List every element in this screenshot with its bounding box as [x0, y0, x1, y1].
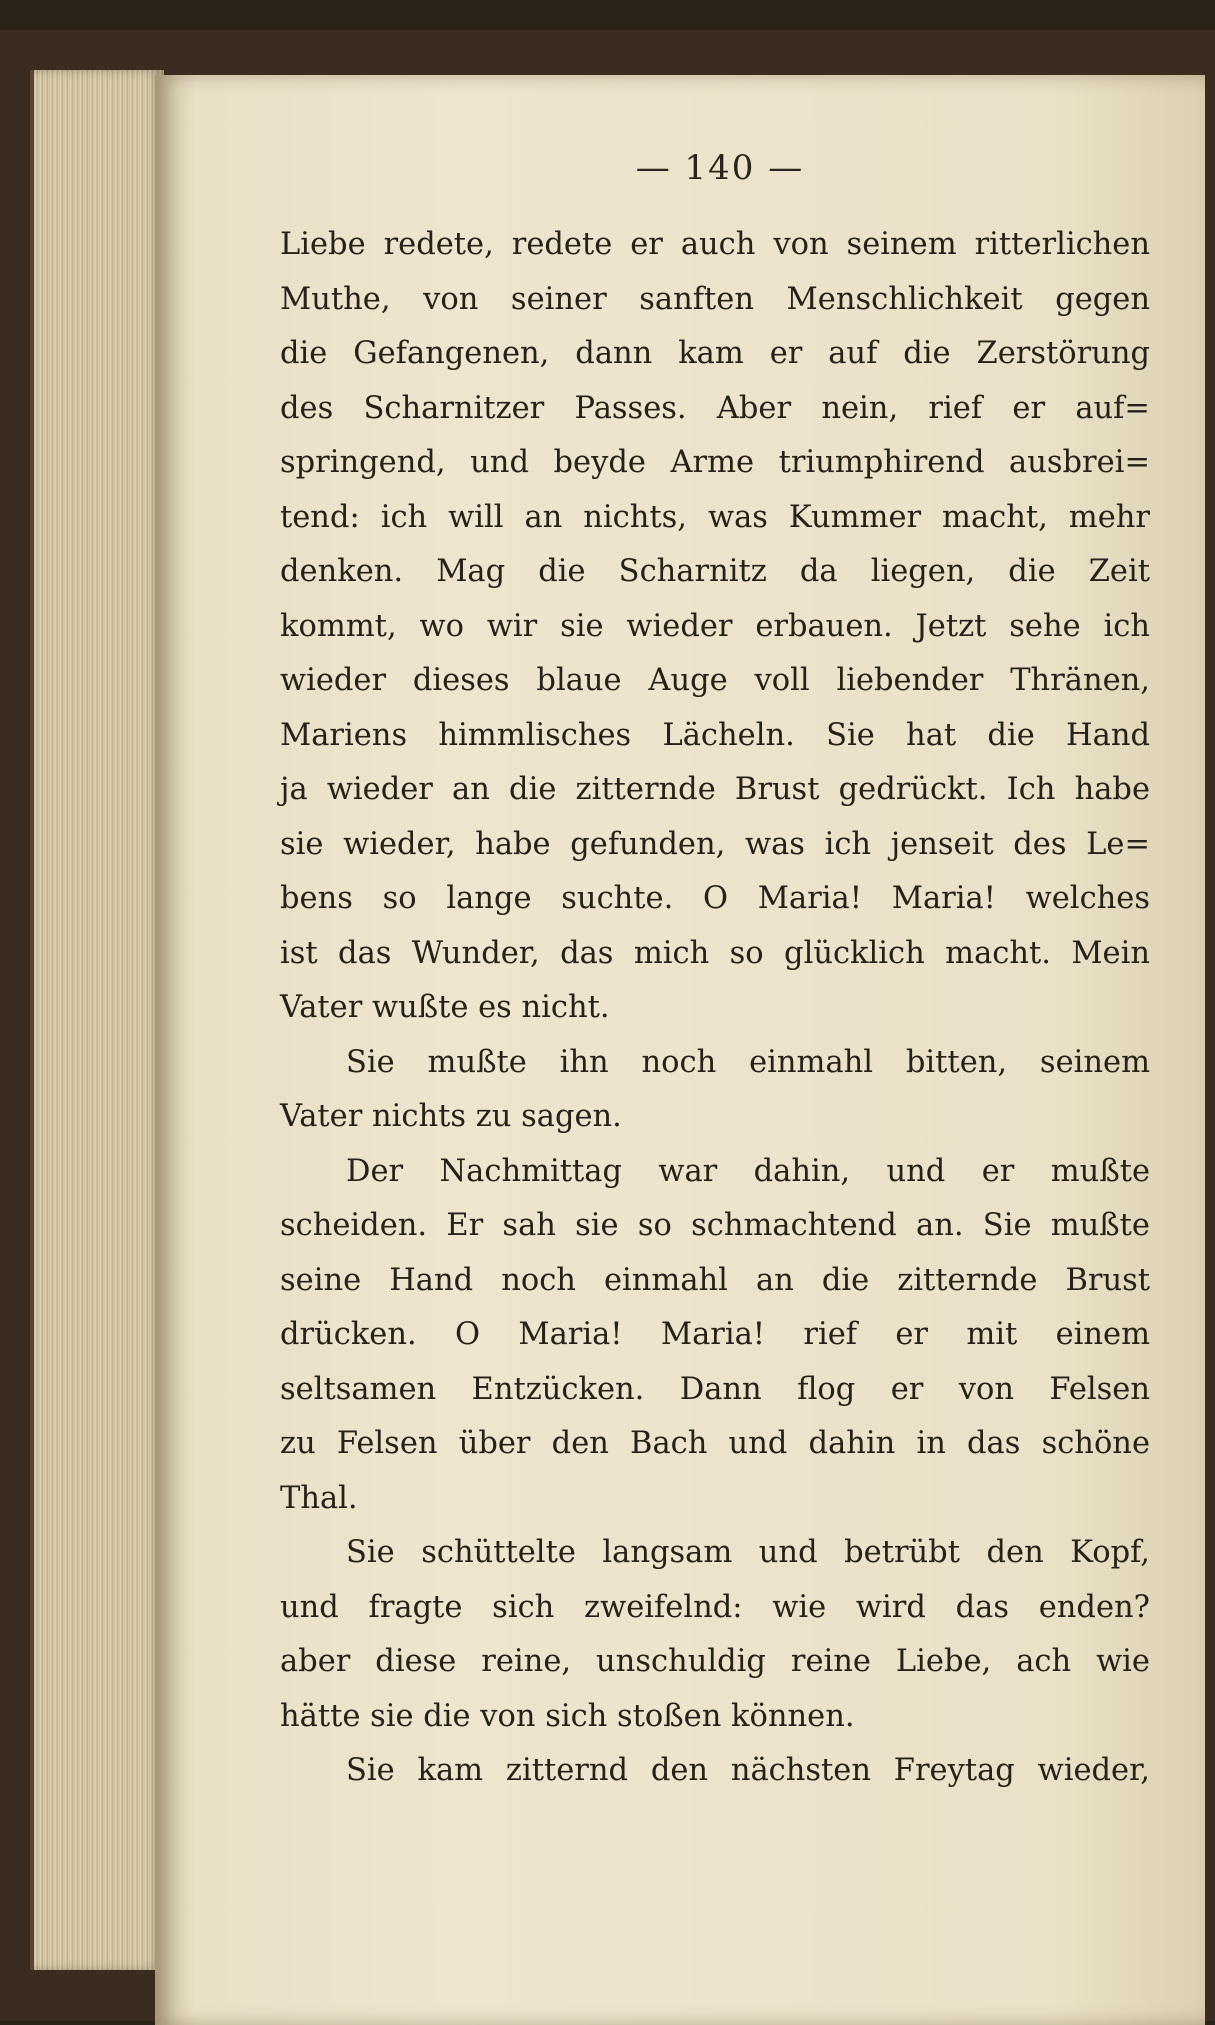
text-line: die Gefangenen, dann kam er auf die Zerstörung	[280, 336, 1150, 371]
text-line: aber diese reine, unschuldig reine Liebe, ach wie	[280, 1644, 1150, 1679]
page-edges	[30, 70, 164, 1970]
text-line: drücken. O Maria! Maria! rief er mit einem	[280, 1317, 1150, 1352]
text-line: ja wieder an die zitternde Brust gedrückt. Ich habe	[280, 772, 1150, 807]
text-line: des Scharnitzer Passes. Aber nein, rief er auf=	[280, 390, 1150, 426]
text-line: tend: ich will an nichts, was Kummer macht, mehr	[280, 499, 1150, 535]
text-line: scheiden. Er sah sie so schmachtend an. Sie mußte	[280, 1208, 1150, 1243]
text-line: sie wieder, habe gefunden, was ich jenseit des Le=	[280, 826, 1150, 862]
text-line: zu Felsen über den Bach und dahin in das schöne	[280, 1426, 1150, 1461]
text-line: ist das Wunder, das mich so glücklich macht. Mein	[280, 935, 1150, 971]
text-line: Liebe redete, redete er auch von seinem ritterlichen	[280, 227, 1150, 262]
text-line: und fragte sich zweifelnd: wie wird das enden?	[280, 1589, 1150, 1625]
text-line: Der Nachmittag war dahin, und er mußte	[346, 1153, 1150, 1189]
text-line: springend, und beyde Arme triumphirend ausbrei=	[280, 445, 1150, 480]
text-line: Sie schüttelte langsam und betrübt den Kopf,	[346, 1535, 1150, 1570]
text-line: seltsamen Entzücken. Dann flog er von Felsen	[280, 1371, 1150, 1407]
text-line: Vater nichts zu sagen.	[280, 1099, 622, 1134]
text-line: Sie kam zitternd den nächsten Freytag wieder,	[346, 1753, 1150, 1788]
text-line: Mariens himmlisches Lächeln. Sie hat die Hand	[280, 717, 1150, 753]
text-line: Thal.	[280, 1480, 358, 1516]
text-line: Muthe, von seiner sanften Menschlichkeit gegen	[280, 281, 1150, 317]
text-line: seine Hand noch einmahl an die zitternde Brust	[280, 1262, 1150, 1298]
text-line: bens so lange suchte. O Maria! Maria! welches	[280, 881, 1150, 916]
text-line: denken. Mag die Scharnitz da liegen, die Zeit	[280, 554, 1150, 589]
text-line: Vater wußte es nicht.	[280, 990, 610, 1025]
text-line: hätte sie die von sich stoßen können.	[280, 1698, 855, 1734]
text-line: Sie mußte ihn noch einmahl bitten, seinem	[346, 1044, 1150, 1080]
text-line: kommt, wo wir sie wieder erbauen. Jetzt sehe ich	[280, 608, 1150, 644]
text-line: wieder dieses blaue Auge voll liebender Thränen,	[280, 663, 1150, 698]
page-number: — 140 —	[635, 148, 805, 188]
page-text	[280, 218, 1150, 1799]
